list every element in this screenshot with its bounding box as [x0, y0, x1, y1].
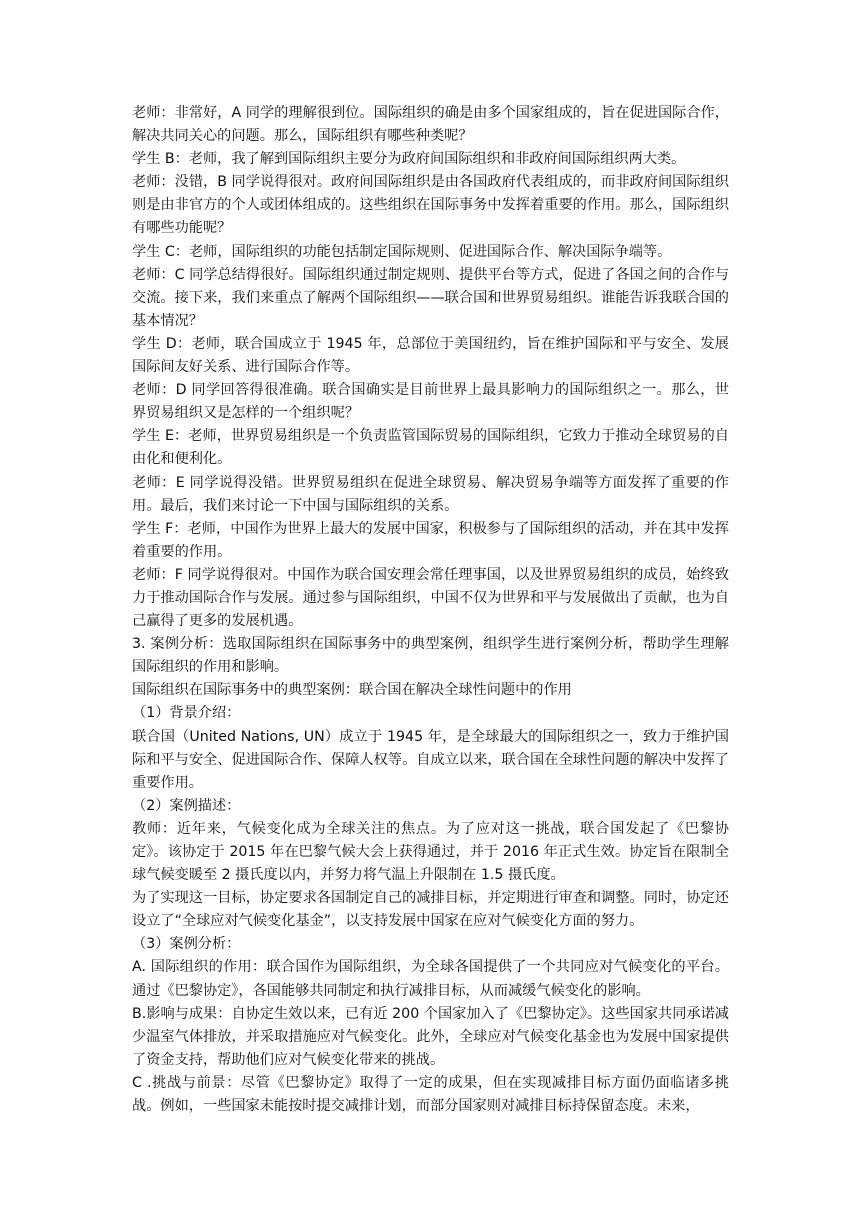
paragraph: 老师：非常好，A 同学的理解很到位。国际组织的确是由多个国家组成的，旨在促进国际合作，解决共同关心的问题。那么，国际组织有哪些种类呢？	[132, 105, 729, 145]
paragraph: B.影响与成果：自协定生效以来，已有近 200 个国家加入了《巴黎协定》。这些国家共同承诺减少温室气体排放，并采取措施应对气候变化。此外，全球应对气候变化基金也为发展中国家提供了资金支持，帮助他们应对气候变化带来的挑战。	[132, 1005, 729, 1068]
paragraph: 老师：C 同学总结得很好。国际组织通过制定规则、提供平台等方式，促进了各国之间的合作与交流。接下来，我们来重点了解两个国际组织——联合国和世界贸易组织。谁能告诉我联合国的基本情况？	[132, 266, 729, 329]
document-body	[132, 102, 729, 1118]
paragraph: A. 国际组织的作用：联合国作为国际组织，为全球各国提供了一个共同应对气候变化的平台。通过《巴黎协定》，各国能够共同制定和执行减排目标，从而减缓气候变化的影响。	[132, 959, 729, 999]
subsection-heading: （1）背景介绍：	[132, 705, 241, 722]
paragraph: 学生 D：老师，联合国成立于 1945 年，总部位于美国纽约，旨在维护国际和平与安全、发展国际间友好关系、进行国际合作等。	[132, 335, 729, 376]
paragraph: 学生 C：老师，国际组织的功能包括制定国际规则、促进国际合作、解决国际争端等。	[132, 243, 672, 260]
paragraph: 老师：没错，B 同学说得很对。政府间国际组织是由各国政府代表组成的，而非政府间国际组织则是由非官方的个人或团体组成的。这些组织在国际事务中发挥着重要的作用。那么，国际组织有哪些功能呢？	[132, 174, 729, 237]
paragraph: 教师：近年来，气候变化成为全球关注的焦点。为了应对这一挑战，联合国发起了《巴黎协定》。该协定于 2015 年在巴黎气候大会上获得通过，并于 2016 年正式生效。协定旨在限制全球气候变暖至 2 摄氏度以内，并努力将气温上升限制在 1.5 摄氏度。	[132, 820, 729, 884]
subsection-heading: （3）案例分析：	[132, 936, 241, 953]
section-heading: 3. 案例分析：选取国际组织在国际事务中的典型案例，组织学生进行案例分析，帮助学生理解国际组织的作用和影响。	[132, 636, 729, 676]
paragraph: 学生 F：老师，中国作为世界上最大的发展中国家，积极参与了国际组织的活动，并在其中发挥着重要的作用。	[132, 520, 729, 560]
paragraph: C .挑战与前景：尽管《巴黎协定》取得了一定的成果，但在实现减排目标方面仍面临诸多挑战。例如，一些国家未能按时提交减排计划，而部分国家则对减排目标持保留态度。未来，	[132, 1074, 729, 1115]
paragraph: 老师：D 同学回答得很准确。联合国确实是目前世界上最具影响力的国际组织之一。那么，世界贸易组织又是怎样的一个组织呢？	[132, 382, 729, 422]
paragraph: 老师：F 同学说得很对。中国作为联合国安理会常任理事国，以及世界贸易组织的成员，始终致力于推动国际合作与发展。通过参与国际组织，中国不仅为世界和平与发展做出了贡献，也为自己赢得了更多的发展机遇。	[132, 566, 729, 630]
paragraph: 学生 B：老师，我了解到国际组织主要分为政府间国际组织和非政府间国际组织两大类。	[132, 151, 686, 168]
paragraph: 联合国（United Nations, UN）成立于 1945 年，是全球最大的国际组织之一，致力于维护国际和平与安全、促进国际合作、保障人权等。自成立以来，联合国在全球性问题的解决中发挥了重要作用。	[132, 728, 729, 791]
case-title: 国际组织在国际事务中的典型案例：联合国在解决全球性问题中的作用	[132, 682, 572, 699]
paragraph: 老师：E 同学说得没错。世界贸易组织在促进全球贸易、解决贸易争端等方面发挥了重要的作用。最后，我们来讨论一下中国与国际组织的关系。	[132, 474, 729, 514]
paragraph: 为了实现这一目标，协定要求各国制定自己的减排目标，并定期进行审查和调整。同时，协定还设立了“全球应对气候变化基金”，以支持发展中国家在应对气候变化方面的努力。	[132, 890, 729, 930]
subsection-heading: （2）案例描述：	[132, 797, 241, 814]
paragraph: 学生 E：老师，世界贸易组织是一个负责监管国际贸易的国际组织，它致力于推动全球贸易的自由化和便利化。	[132, 428, 729, 468]
